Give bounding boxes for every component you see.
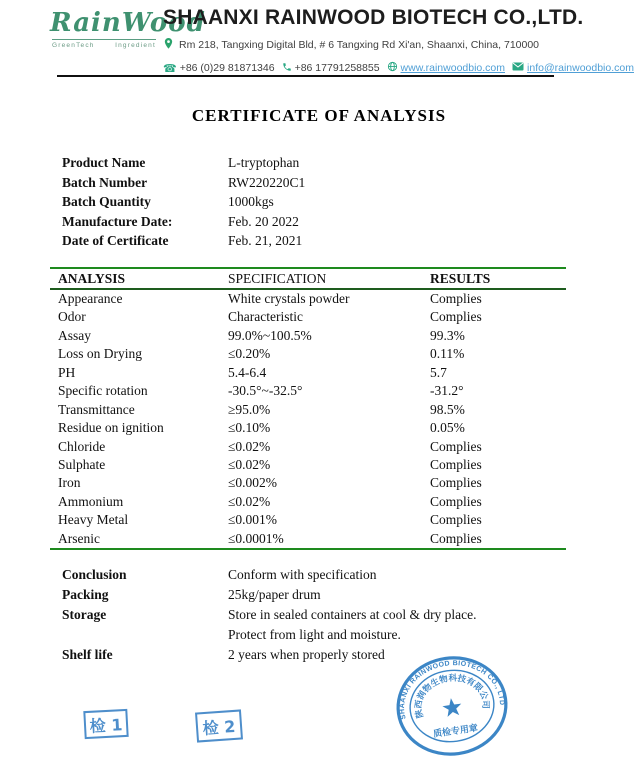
fax-item	[163, 62, 275, 74]
specification-cell: 5.4-6.4	[228, 364, 267, 380]
info-value: Feb. 20 2022	[228, 213, 299, 229]
header-analysis: ANALYSIS	[58, 271, 126, 286]
info-label: Batch Quantity	[62, 194, 151, 209]
info-row	[62, 173, 572, 193]
email-link[interactable]: info@rainwoodbio.com	[527, 62, 634, 74]
results-cell: Complies	[430, 530, 482, 546]
results-cell: 5.7	[430, 364, 447, 380]
email-item	[512, 62, 634, 74]
analysis-cell: Heavy Metal	[58, 512, 129, 528]
address-row	[163, 37, 603, 53]
table-row	[50, 419, 566, 437]
seal-star-icon	[441, 697, 462, 718]
certificate-title: CERTIFICATE OF ANALYSIS	[191, 106, 447, 125]
inspection-stamp-2: 检 2	[195, 709, 243, 742]
table-row	[50, 511, 566, 529]
company-logo	[50, 8, 206, 49]
info-value: Feb. 21, 2021	[228, 233, 303, 248]
phone-number: +86 17791258855	[294, 62, 380, 74]
conclusion-row	[62, 585, 582, 605]
info-value: 1000kgs	[228, 194, 274, 209]
logo-tagline-right: Ingredient	[115, 42, 156, 49]
phone-item	[282, 62, 380, 75]
seal-inner-text: 陕西润物生物科技有限公司	[413, 673, 490, 720]
specification-cell: ≤0.02%	[228, 456, 271, 472]
table-row	[50, 308, 566, 326]
analysis-cell: Specific rotation	[58, 383, 148, 399]
website-link[interactable]: www.rainwoodbio.com	[400, 62, 506, 74]
logo-divider	[52, 39, 156, 40]
table-row	[50, 364, 566, 382]
analysis-cell: Chloride	[58, 438, 106, 454]
conclusion-row	[62, 625, 582, 645]
table-row	[50, 290, 566, 308]
conclusion-label: Packing	[62, 587, 109, 602]
info-row	[62, 153, 572, 173]
logo-tagline-left: GreenTech	[52, 42, 95, 49]
results-cell: 98.5%	[430, 401, 465, 417]
analysis-cell: Transmittance	[58, 401, 135, 417]
analysis-table	[50, 267, 566, 550]
contact-row	[163, 61, 634, 75]
specification-cell: ≤0.001%	[228, 512, 278, 528]
phone-icon	[282, 62, 292, 75]
analysis-cell: Residue on ignition	[58, 420, 164, 436]
specification-cell: 99.0%~100.5%	[228, 327, 312, 343]
info-label: Product Name	[62, 155, 146, 170]
results-cell: Complies	[430, 438, 482, 454]
info-label: Date of Certificate	[62, 233, 169, 248]
info-label: Batch Number	[62, 174, 148, 190]
analysis-cell: Iron	[58, 475, 81, 491]
analysis-cell: Sulphate	[58, 456, 106, 472]
seal-graphic	[392, 651, 512, 761]
analysis-cell: Arsenic	[58, 530, 100, 546]
conclusion-label: Conclusion	[62, 567, 127, 582]
conclusion-row	[62, 565, 582, 585]
product-info-section	[62, 153, 572, 251]
analysis-cell: PH	[58, 364, 76, 380]
company-seal-stamp	[387, 645, 517, 766]
info-row	[62, 212, 572, 232]
results-cell: -31.2°	[430, 383, 464, 399]
conclusion-row	[62, 605, 582, 625]
specification-cell: Characteristic	[228, 309, 303, 325]
specification-cell: White crystals powder	[228, 291, 350, 306]
globe-icon	[387, 61, 398, 75]
header-specification: SPECIFICATION	[228, 271, 327, 286]
inspection-stamp-1: 检 1	[83, 709, 128, 739]
analysis-cell: Ammonium	[58, 493, 124, 509]
conclusion-label: Shelf life	[62, 647, 113, 662]
table-row	[50, 327, 566, 345]
table-row	[50, 456, 566, 474]
analysis-cell: Odor	[58, 309, 86, 325]
header-divider	[57, 75, 554, 77]
conclusion-label: Storage	[62, 607, 107, 622]
info-row	[62, 192, 572, 212]
location-pin-icon	[163, 37, 174, 53]
company-name: SHAANXI RAINWOOD BIOTECH CO.,LTD.	[163, 6, 584, 29]
logo-tagline	[52, 42, 156, 49]
specification-cell: ≤0.10%	[228, 420, 271, 436]
table-row	[50, 493, 566, 511]
results-cell: 99.3%	[430, 327, 465, 343]
conclusion-value: Store in sealed containers at cool & dry place.	[228, 607, 477, 622]
results-cell: Complies	[430, 475, 482, 491]
table-row	[50, 530, 566, 548]
analysis-cell: Loss on Drying	[58, 346, 142, 362]
fax-number: +86 (0)29 81871346	[179, 62, 275, 74]
fax-icon: ☎	[163, 61, 177, 75]
specification-cell: ≤0.02%	[228, 438, 271, 454]
specification-cell: ≥95.0%	[228, 401, 271, 417]
company-info	[163, 5, 634, 75]
envelope-icon	[512, 62, 524, 74]
website-item	[387, 61, 505, 75]
table-row	[50, 438, 566, 456]
table-header-row	[50, 269, 566, 288]
table-row	[50, 401, 566, 419]
results-cell: Complies	[430, 291, 482, 306]
results-cell: Complies	[430, 512, 482, 528]
conclusion-section	[62, 565, 582, 665]
conclusion-value: 2 years when properly stored	[228, 647, 385, 662]
conclusion-label	[62, 625, 228, 645]
results-cell: Complies	[430, 309, 482, 325]
logo-wordmark: RainWood	[50, 8, 206, 38]
table-row	[50, 474, 566, 492]
specification-cell: ≤0.002%	[228, 475, 278, 491]
table-row	[50, 382, 566, 400]
address-text: Rm 218, Tangxing Digital Bld, # 6 Tangxing Rd Xi'an, Shaanxi, China, 710000	[179, 39, 540, 51]
seal-outer-text: SHAANXI RAINWOOD BIOTECH CO., LTD	[399, 660, 505, 720]
specification-cell: -30.5°~-32.5°	[228, 383, 303, 399]
results-cell: 0.05%	[430, 420, 465, 436]
header-results: RESULTS	[430, 271, 491, 286]
analysis-cell: Assay	[58, 327, 91, 343]
info-value: RW220220C1	[228, 174, 306, 190]
info-label: Manufacture Date:	[62, 213, 173, 229]
conclusion-value: Conform with specification	[228, 567, 377, 582]
results-cell: Complies	[430, 493, 482, 509]
specification-cell: ≤0.0001%	[228, 530, 284, 546]
info-value: L-tryptophan	[228, 155, 300, 170]
specification-cell: ≤0.20%	[228, 346, 271, 362]
specification-cell: ≤0.02%	[228, 493, 271, 509]
info-row	[62, 231, 572, 251]
table-bottom-rule	[50, 548, 566, 550]
seal-center-text: 质检专用章	[432, 723, 479, 740]
results-cell: Complies	[430, 456, 482, 472]
conclusion-value: Protect from light and moisture.	[228, 627, 401, 642]
analysis-cell: Appearance	[58, 291, 123, 306]
table-row	[50, 345, 566, 363]
conclusion-value: 25kg/paper drum	[228, 587, 321, 602]
results-cell: 0.11%	[430, 346, 465, 362]
